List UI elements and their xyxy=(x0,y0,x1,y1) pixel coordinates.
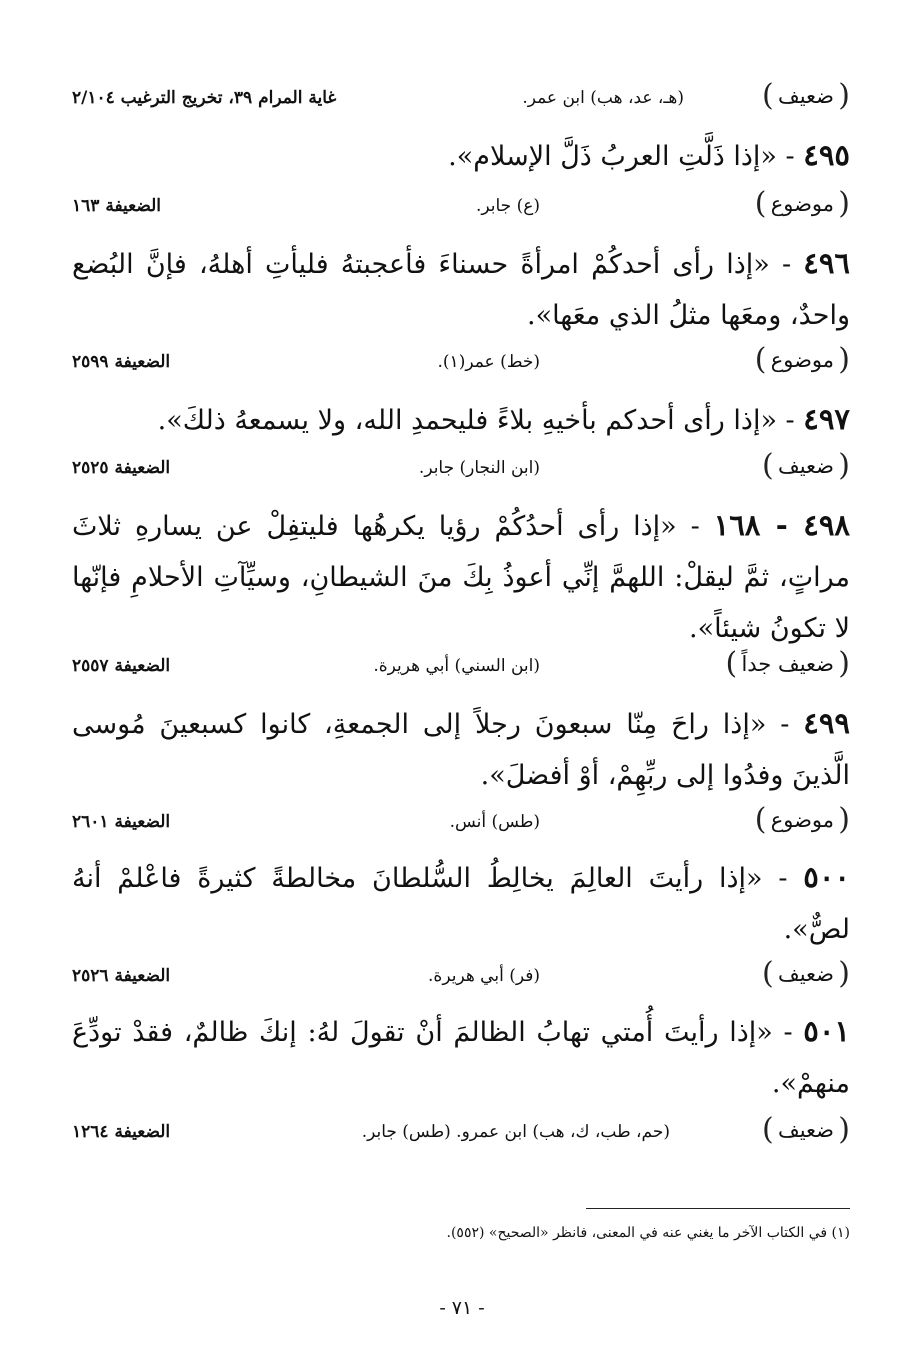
source-line xyxy=(72,344,850,384)
source-text: (فر) أبي هريرة. xyxy=(428,966,540,986)
source-text: (ابن النجار) جابر. xyxy=(418,458,540,478)
hadith-number: ٤٩٦ xyxy=(803,246,850,280)
reference-text: الضعيفة ٢٥٢٥ xyxy=(72,458,171,478)
hadith-number: ٤٩٩ xyxy=(803,706,850,740)
reference-text: الضعيفة ١٢٦٤ xyxy=(72,1122,171,1142)
source-text: (ع) جابر. xyxy=(475,196,540,216)
hadith-number: ٤٩٧ xyxy=(803,402,850,436)
reference-text: الضعيفة ٢٦٠١ xyxy=(72,812,171,832)
hadith-text: «إذا رأيتَ أُمتي تهابُ الظالمَ أنْ تقولَ لهُ: إنكَ ظالمٌ، فقدْ تودِّعَ منهمْ». xyxy=(72,1017,850,1099)
hadith-entry: ٥٠٠ - «إذا رأيتَ العالِمَ يخالِطُ السُّلطانَ مخالطةً كثيرةً فاعْلمْ أنهُ لصٌّ». xyxy=(72,860,851,945)
footnote-divider xyxy=(586,1208,850,1209)
reference-text: غاية المرام ٣٩، تخريج الترغيب ٢/١٠٤ xyxy=(72,88,337,108)
hadith-entry: ٤٩٩ - «إذا راحَ مِنّا سبعونَ رجلاً إلى الجمعةِ، كانوا كسبعينَ مُوسى الَّذينَ وفدُوا إلى ربِّهِمْ، أوْ أفضلَ». xyxy=(72,706,850,791)
hadith-number: ٤٩٨ - ١٦٨ xyxy=(713,508,850,542)
grade-label: ( ضعيف جداً ) xyxy=(725,652,850,676)
source-line xyxy=(72,1114,850,1154)
grade-label: ( ضعيف ) xyxy=(762,1118,850,1142)
hadith-entry: ٤٩٧ - «إذا رأى أحدكم بأخيهِ بلاءً فليحمدِ الله، ولا يسمعهُ ذلكَ». xyxy=(157,402,850,436)
hadith-text: «إذا راحَ مِنّا سبعونَ رجلاً إلى الجمعةِ، كانوا كسبعينَ مُوسى الَّذينَ وفدُوا إلى ربِّهِمْ، أوْ أفضلَ». xyxy=(72,709,850,791)
footnote: (١) في الكتاب الآخر ما يغني عنه في المعنى، فانظر «الصحيح» (٥٥٢). xyxy=(446,1225,850,1241)
hadith-text: «إذا رأى أحدكُمْ امرأةً حسناءَ فأعجبتهُ فليأتِ أهلهُ، فإنَّ البُضع واحدٌ، ومعَها مثلُ الذي معَها». xyxy=(72,249,850,331)
grade-label: ( ضعيف ) xyxy=(762,84,850,108)
source-text: (ابن السني) أبي هريرة. xyxy=(373,656,540,676)
grade-label: ( موضوع ) xyxy=(755,808,850,832)
source-line xyxy=(72,958,850,998)
grade-label: ( موضوع ) xyxy=(755,192,850,216)
hadith-text: «إذا رأى أحدكم بأخيهِ بلاءً فليحمدِ الله، ولا يسمعهُ ذلكَ». xyxy=(157,405,777,436)
hadith-text: «إذا رأى أحدُكُمْ رؤيا يكرهُها فليتفِلْ عن يسارهِ ثلاثَ مراتٍ، ثمَّ ليقلْ: اللهمَّ إنِّي أعوذُ بِكَ منَ الشيطانِ، وسيِّآتِ الأحلامِ فإنّها لا تكونُ شيئاً». xyxy=(72,511,850,644)
source-line xyxy=(72,450,850,490)
source-text: (هـ، عد، هب) ابن عمر. xyxy=(522,88,684,108)
source-line xyxy=(72,804,850,844)
page-number: - ٧١ - xyxy=(439,1297,485,1319)
source-line xyxy=(72,188,850,228)
reference-text: الضعيفة ١٦٣ xyxy=(72,196,162,216)
hadith-number: ٤٩٥ xyxy=(803,138,850,172)
reference-text: الضعيفة ٢٥٢٦ xyxy=(72,966,171,986)
reference-text: الضعيفة ٢٥٩٩ xyxy=(72,352,171,372)
hadith-entry: ٤٩٥ - «إذا ذَلَّتِ العربُ ذَلَّ الإسلام». xyxy=(448,138,850,172)
source-line xyxy=(72,80,850,120)
source-text: (خط) عمر(١). xyxy=(437,352,540,372)
hadith-text: «إذا رأيتَ العالِمَ يخالِطُ السُّلطانَ مخالطةً كثيرةً فاعْلمْ أنهُ لصٌّ». xyxy=(72,863,850,945)
hadith-entry: ٥٠١ - «إذا رأيتَ أُمتي تهابُ الظالمَ أنْ تقولَ لهُ: إنكَ ظالمٌ، فقدْ تودِّعَ منهمْ». xyxy=(72,1014,850,1099)
grade-label: ( موضوع ) xyxy=(755,348,850,372)
hadith-entry: ٤٩٨ - ١٦٨ - «إذا رأى أحدُكُمْ رؤيا يكرهُها فليتفِلْ عن يسارهِ ثلاثَ مراتٍ، ثمَّ ليقلْ: اللهمَّ إنِّي أعوذُ بِكَ منَ الشيطانِ، وسيِّآتِ الأحلامِ فإنّها لا تكونُ شيئاً». xyxy=(72,508,850,644)
source-text: (حم، طب، ك، هب) ابن عمرو. (طس) جابر. xyxy=(361,1122,670,1142)
hadith-number: ٥٠٠ xyxy=(803,860,851,894)
source-line xyxy=(72,648,850,688)
source-text: (طس) أنس. xyxy=(449,812,540,832)
grade-label: ( ضعيف ) xyxy=(762,962,850,986)
hadith-number: ٥٠١ xyxy=(803,1014,850,1048)
hadith-entry: ٤٩٦ - «إذا رأى أحدكُمْ امرأةً حسناءَ فأعجبتهُ فليأتِ أهلهُ، فإنَّ البُضع واحدٌ، ومعَها مثلُ الذي معَها». xyxy=(72,246,850,331)
grade-label: ( ضعيف ) xyxy=(762,454,850,478)
hadith-text: «إذا ذَلَّتِ العربُ ذَلَّ الإسلام». xyxy=(448,141,777,172)
reference-text: الضعيفة ٢٥٥٧ xyxy=(72,656,171,676)
